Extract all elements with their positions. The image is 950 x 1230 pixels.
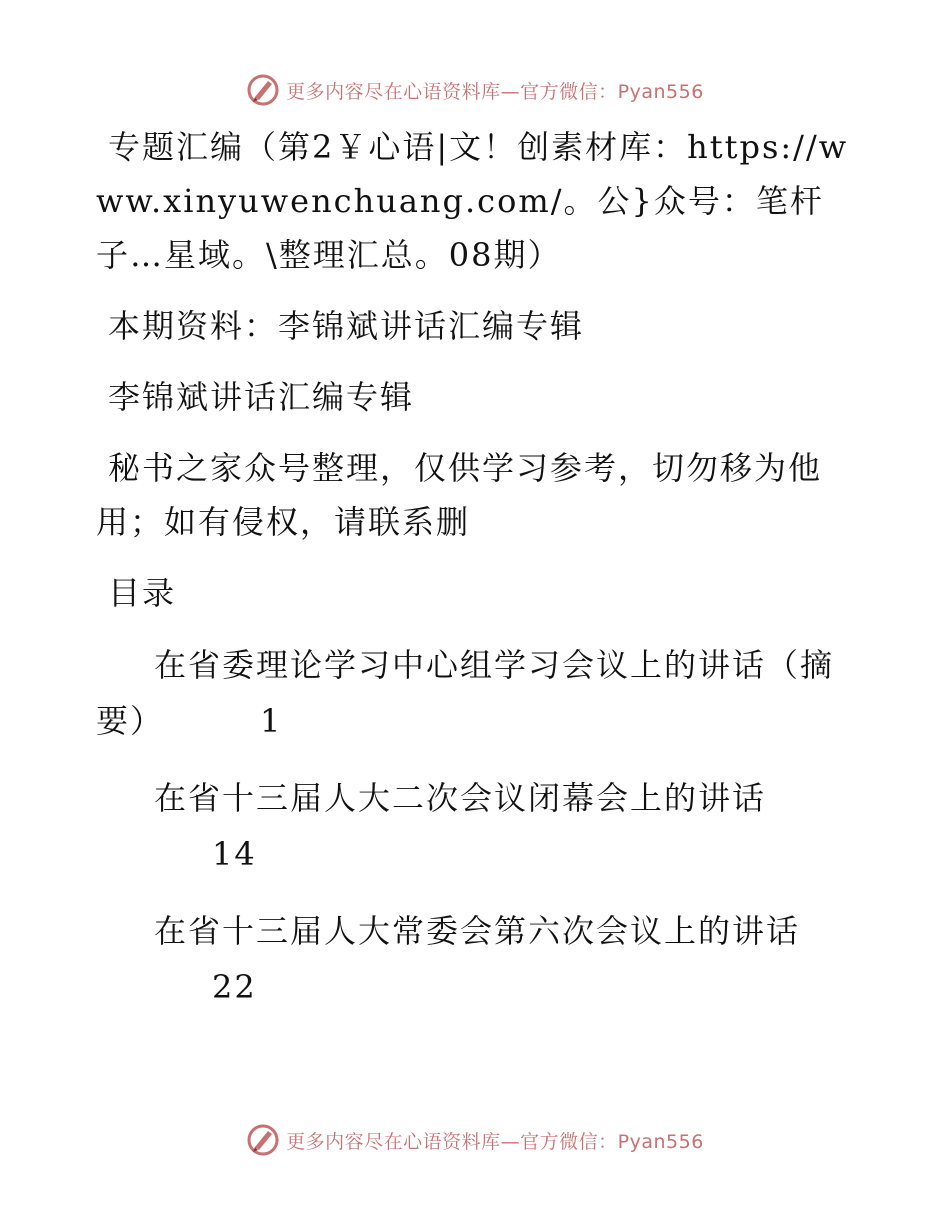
watermark-footer <box>0 1120 950 1160</box>
toc-entry[interactable] <box>96 903 856 1015</box>
toc-entry-page: 14 <box>212 835 257 873</box>
document-body <box>96 120 856 1036</box>
pen-logo-icon <box>246 1123 280 1157</box>
collection-title: 李锦斌讲话汇编专辑 <box>108 378 415 416</box>
header-paragraph: 专题汇编（第2￥心语|文！创素材库：https://www.xinyuwenchuang.com/。公}众号：笔杆子…星域。\整理汇总。08期） <box>96 128 849 274</box>
toc-entry-title: 在省十三届人大二次会议闭幕会上的讲话 <box>154 779 767 817</box>
toc-entry[interactable] <box>96 637 856 749</box>
notice-paragraph: 秘书之家众号整理，仅供学习参考，切勿移为他用；如有侵权，请联系删 <box>96 449 823 541</box>
toc-entry[interactable] <box>96 770 856 882</box>
toc-heading: 目录 <box>108 574 177 612</box>
toc-entry-title: 在省委理论学习中心组学习会议上的讲话（摘要） <box>96 646 835 740</box>
toc-entry-title: 在省十三届人大常委会第六次会议上的讲话 <box>154 912 801 950</box>
pen-logo-icon <box>246 73 280 107</box>
watermark-text: 更多内容尽在心语资料库—官方微信：Pyan556 <box>286 80 704 103</box>
watermark-text: 更多内容尽在心语资料库—官方微信：Pyan556 <box>286 1130 704 1153</box>
issue-line: 本期资料：李锦斌讲话汇编专辑 <box>108 307 585 345</box>
toc-entry-page: 1 <box>260 702 283 740</box>
toc-entry-page: 22 <box>212 968 257 1006</box>
watermark-header <box>0 70 950 110</box>
